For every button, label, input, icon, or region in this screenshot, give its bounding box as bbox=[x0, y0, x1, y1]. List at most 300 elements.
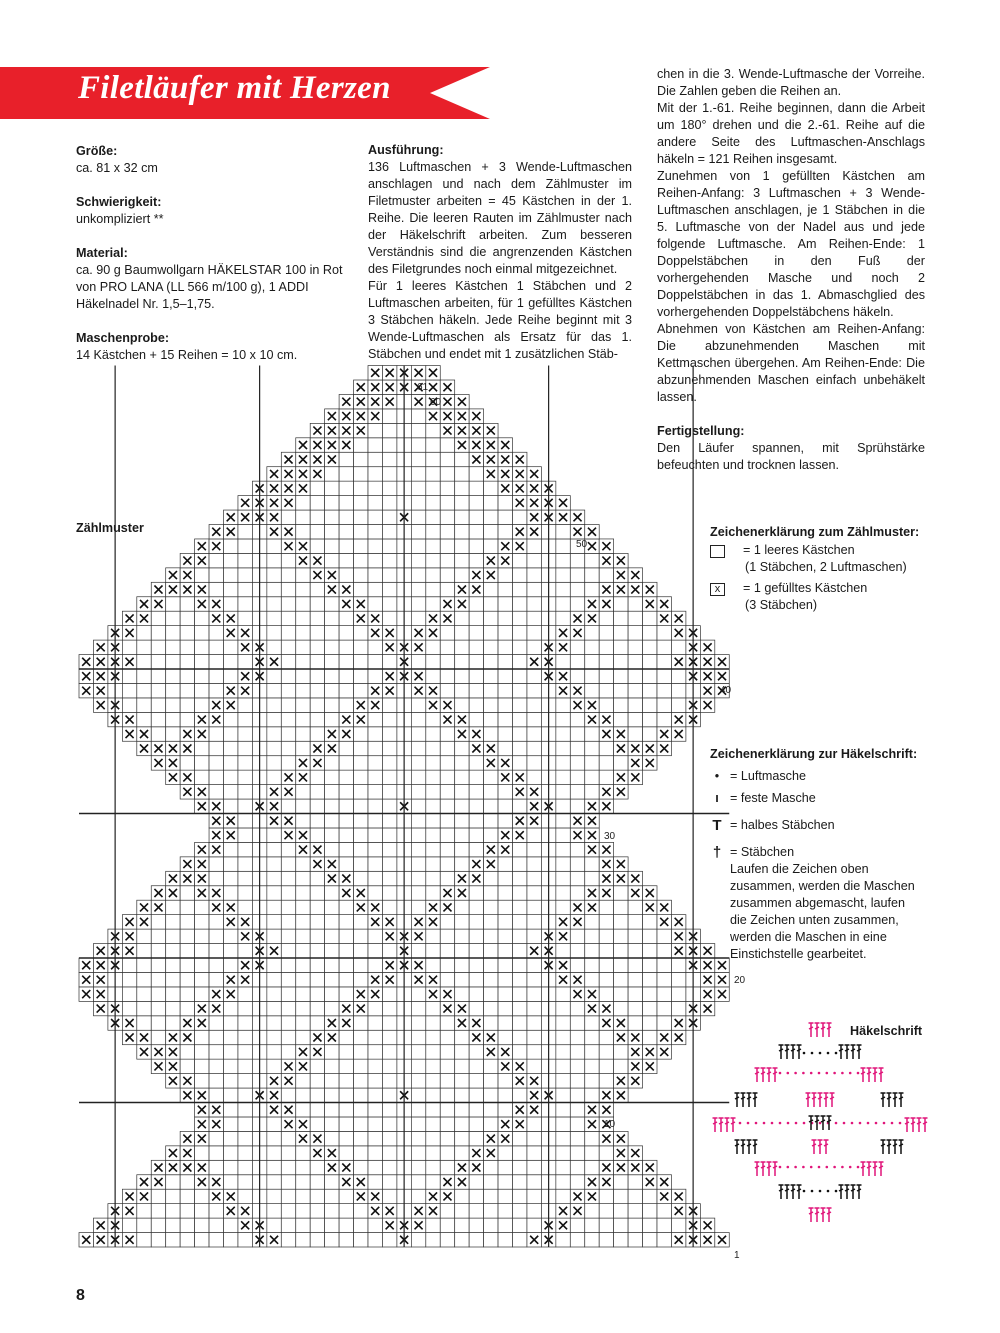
chart-cell bbox=[325, 611, 339, 625]
chart-cell bbox=[585, 626, 599, 640]
chart-cell bbox=[628, 698, 642, 712]
chart-cell bbox=[310, 1204, 324, 1218]
chart-cell bbox=[411, 799, 425, 813]
material-heading: Material: bbox=[76, 246, 128, 260]
chart-cell bbox=[325, 958, 339, 972]
chart-cell bbox=[599, 1189, 613, 1203]
chart-cell bbox=[354, 1117, 368, 1131]
chart-cell bbox=[469, 1117, 483, 1131]
chart-cell bbox=[614, 987, 628, 1001]
chart-cell bbox=[354, 568, 368, 582]
stitch-symbol bbox=[839, 1185, 844, 1199]
chart-cell bbox=[382, 597, 396, 611]
chart-cell bbox=[484, 698, 498, 712]
chart-cell bbox=[513, 1175, 527, 1189]
chart-cell bbox=[455, 1233, 469, 1247]
chart-cell bbox=[296, 626, 310, 640]
stitch-symbol bbox=[851, 1185, 856, 1199]
chart-cell bbox=[643, 1189, 657, 1203]
chart-cell bbox=[570, 655, 584, 669]
chart-cell bbox=[354, 972, 368, 986]
chart-cell bbox=[224, 712, 238, 726]
chart-cell bbox=[426, 481, 440, 495]
chart-cell bbox=[527, 1146, 541, 1160]
chart-cell bbox=[122, 640, 136, 654]
chart-cell bbox=[440, 582, 454, 596]
chart-cell bbox=[238, 1233, 252, 1247]
chart-cell bbox=[484, 1160, 498, 1174]
chart-cell bbox=[325, 972, 339, 986]
chart-cell bbox=[469, 626, 483, 640]
chart-cell bbox=[354, 785, 368, 799]
chart-cell bbox=[570, 958, 584, 972]
row-label-50: 50 bbox=[576, 539, 588, 550]
chart-cell bbox=[310, 525, 324, 539]
chart-cell bbox=[614, 756, 628, 770]
stitch-symbol bbox=[830, 1093, 835, 1107]
chart-cell bbox=[180, 915, 194, 929]
page-number: 8 bbox=[76, 1287, 85, 1304]
chart-cell bbox=[455, 568, 469, 582]
chart-cell bbox=[281, 611, 295, 625]
chart-cell bbox=[599, 958, 613, 972]
chart-cell bbox=[513, 698, 527, 712]
chart-cell bbox=[411, 1117, 425, 1131]
chart-cell bbox=[411, 1030, 425, 1044]
chart-cell bbox=[281, 1088, 295, 1102]
chart-cell bbox=[238, 900, 252, 914]
chart-cell bbox=[310, 1088, 324, 1102]
chart-cell bbox=[628, 900, 642, 914]
chart-cell bbox=[440, 1103, 454, 1117]
chart-cell bbox=[440, 525, 454, 539]
chart-cell bbox=[267, 683, 281, 697]
chart-cell bbox=[411, 857, 425, 871]
chart-cell bbox=[209, 669, 223, 683]
chart-cell bbox=[354, 655, 368, 669]
chart-cell bbox=[671, 972, 685, 986]
chart-cell bbox=[267, 640, 281, 654]
chart-cell bbox=[296, 582, 310, 596]
chart-cell bbox=[411, 1175, 425, 1189]
chart-cell bbox=[643, 915, 657, 929]
chart-cell bbox=[354, 1218, 368, 1232]
chart-cell bbox=[498, 1146, 512, 1160]
chart-cell bbox=[195, 1146, 209, 1160]
chart-cell bbox=[585, 1204, 599, 1218]
chart-cell bbox=[151, 1204, 165, 1218]
chart-cell bbox=[238, 727, 252, 741]
chart-cell bbox=[339, 814, 353, 828]
stitch-symbol bbox=[753, 1140, 758, 1154]
chart-cell bbox=[614, 1204, 628, 1218]
chart-cell bbox=[267, 915, 281, 929]
chart-cell bbox=[325, 1175, 339, 1189]
chart-cell bbox=[614, 900, 628, 914]
single-crochet-icon: ı bbox=[715, 791, 719, 805]
chart-cell bbox=[296, 640, 310, 654]
chart-cell bbox=[382, 886, 396, 900]
stitch-symbol bbox=[735, 1093, 740, 1107]
chart-cell bbox=[484, 871, 498, 885]
chart-cell bbox=[513, 1045, 527, 1059]
chart-cell bbox=[151, 987, 165, 1001]
chart-cell bbox=[382, 1045, 396, 1059]
chart-cell bbox=[224, 640, 238, 654]
chart-cell bbox=[368, 712, 382, 726]
chart-cell bbox=[455, 944, 469, 958]
chart-cell bbox=[556, 799, 570, 813]
chart-cell bbox=[281, 958, 295, 972]
chart-cell bbox=[209, 1016, 223, 1030]
chart-cell bbox=[209, 1146, 223, 1160]
chart-cell bbox=[469, 886, 483, 900]
chart-cell bbox=[657, 958, 671, 972]
chart-cell bbox=[267, 871, 281, 885]
chart-cell bbox=[382, 1059, 396, 1073]
chart-cell bbox=[238, 1059, 252, 1073]
chart-cell bbox=[267, 900, 281, 914]
chart-cell bbox=[455, 770, 469, 784]
chart-cell bbox=[440, 828, 454, 842]
chart-cell bbox=[209, 568, 223, 582]
chart-cell bbox=[368, 640, 382, 654]
chart-cell bbox=[411, 1189, 425, 1203]
chart-cell bbox=[570, 727, 584, 741]
chart-cell bbox=[614, 1045, 628, 1059]
chart-cell bbox=[166, 972, 180, 986]
chart-cell bbox=[498, 929, 512, 943]
chart-cell bbox=[628, 1189, 642, 1203]
chart-cell bbox=[310, 582, 324, 596]
chart-cell bbox=[325, 1088, 339, 1102]
chart-cell bbox=[527, 756, 541, 770]
chart-cell bbox=[599, 669, 613, 683]
chart-cell bbox=[411, 741, 425, 755]
chart-cell bbox=[325, 1233, 339, 1247]
chart-cell bbox=[209, 1204, 223, 1218]
chart-cell bbox=[382, 857, 396, 871]
chart-cell bbox=[469, 1175, 483, 1189]
chart-cell bbox=[325, 1074, 339, 1088]
chart-cell bbox=[339, 958, 353, 972]
chart-cell bbox=[224, 929, 238, 943]
chart-cell bbox=[440, 1045, 454, 1059]
chart-cell bbox=[310, 698, 324, 712]
chart-cell bbox=[455, 452, 469, 466]
chart-cell bbox=[368, 785, 382, 799]
chart-cell bbox=[238, 1016, 252, 1030]
chart-cell bbox=[122, 958, 136, 972]
row-label-1: 1 bbox=[734, 1250, 740, 1261]
chart-cell bbox=[455, 756, 469, 770]
chart-cell bbox=[411, 1074, 425, 1088]
chart-cell bbox=[238, 525, 252, 539]
chart-cell bbox=[599, 1233, 613, 1247]
chart-cell bbox=[498, 799, 512, 813]
chart-cell bbox=[469, 1233, 483, 1247]
chart-cell bbox=[137, 944, 151, 958]
chart-cell bbox=[238, 597, 252, 611]
chart-cell bbox=[354, 467, 368, 481]
chart-cell bbox=[195, 1233, 209, 1247]
chart-cell bbox=[166, 727, 180, 741]
stitch-symbol bbox=[861, 1162, 866, 1176]
chart-cell bbox=[426, 1059, 440, 1073]
chart-cell bbox=[339, 1103, 353, 1117]
chart-cell bbox=[267, 1189, 281, 1203]
chart-cell bbox=[455, 1059, 469, 1073]
chart-cell bbox=[484, 814, 498, 828]
chart-cell bbox=[296, 799, 310, 813]
chart-cell bbox=[411, 510, 425, 524]
chain-dot bbox=[810, 1072, 813, 1075]
chart-cell bbox=[440, 481, 454, 495]
chart-cell bbox=[354, 669, 368, 683]
chart-cell bbox=[238, 814, 252, 828]
chart-cell bbox=[628, 915, 642, 929]
stitch-symbol bbox=[731, 1118, 736, 1132]
chart-cell bbox=[556, 1088, 570, 1102]
chart-cell bbox=[455, 1030, 469, 1044]
chart-cell bbox=[498, 683, 512, 697]
stitch-symbol bbox=[785, 1045, 790, 1059]
chart-cell bbox=[151, 944, 165, 958]
chart-cell bbox=[585, 756, 599, 770]
chart-cell bbox=[310, 828, 324, 842]
chain-dot bbox=[787, 1166, 790, 1169]
chart-cell bbox=[224, 1160, 238, 1174]
chart-cell bbox=[527, 770, 541, 784]
chart-cell bbox=[570, 1088, 584, 1102]
chain-dot bbox=[818, 1166, 821, 1169]
chart-cell bbox=[368, 1001, 382, 1015]
chart-cell bbox=[238, 828, 252, 842]
stitch-symbol bbox=[857, 1185, 862, 1199]
chart-cell bbox=[556, 1059, 570, 1073]
stitch-symbol bbox=[821, 1208, 826, 1222]
chart-cell bbox=[224, 1074, 238, 1088]
stitch-symbol bbox=[861, 1068, 866, 1082]
chart-cell bbox=[325, 886, 339, 900]
chart-cell bbox=[469, 1218, 483, 1232]
chart-cell bbox=[354, 1233, 368, 1247]
stitch-symbol bbox=[815, 1023, 820, 1037]
chart-cell bbox=[180, 1001, 194, 1015]
chart-cell bbox=[469, 597, 483, 611]
chart-cell bbox=[643, 1016, 657, 1030]
chart-cell bbox=[382, 1088, 396, 1102]
chart-cell bbox=[469, 944, 483, 958]
chart-cell bbox=[484, 626, 498, 640]
chart-cell bbox=[354, 1088, 368, 1102]
chart-cell bbox=[180, 1045, 194, 1059]
chart-cell bbox=[368, 1233, 382, 1247]
chart-cell bbox=[382, 1175, 396, 1189]
chart-cell bbox=[643, 640, 657, 654]
chart-cell bbox=[209, 1233, 223, 1247]
chain-dot bbox=[811, 1190, 814, 1193]
chart-cell bbox=[671, 669, 685, 683]
chart-cell bbox=[180, 958, 194, 972]
chart-cell bbox=[151, 1016, 165, 1030]
chart-cell bbox=[267, 727, 281, 741]
chart-cell bbox=[281, 582, 295, 596]
chart-cell bbox=[195, 915, 209, 929]
chart-cell bbox=[166, 683, 180, 697]
chart-cell bbox=[382, 1131, 396, 1145]
chart-cell bbox=[426, 423, 440, 437]
chart-cell bbox=[238, 1001, 252, 1015]
chart-cell bbox=[325, 1131, 339, 1145]
chart-cell bbox=[556, 539, 570, 553]
chart-cell bbox=[426, 568, 440, 582]
chart-cell bbox=[556, 1001, 570, 1015]
chart-cell bbox=[455, 481, 469, 495]
chart-cell bbox=[382, 481, 396, 495]
chart-cell bbox=[354, 553, 368, 567]
chart-cell bbox=[296, 1074, 310, 1088]
chain-dot bbox=[875, 1122, 878, 1125]
chart-cell bbox=[195, 1204, 209, 1218]
chart-cell bbox=[628, 640, 642, 654]
chart-cell bbox=[209, 1218, 223, 1232]
chart-cell bbox=[209, 785, 223, 799]
chart-cell bbox=[296, 886, 310, 900]
chart-cell bbox=[267, 1146, 281, 1160]
chart-cell bbox=[209, 1088, 223, 1102]
chart-cell bbox=[209, 1045, 223, 1059]
chart-cell bbox=[151, 626, 165, 640]
chart-cell bbox=[339, 857, 353, 871]
chart-cell bbox=[281, 698, 295, 712]
chart-cell bbox=[238, 886, 252, 900]
chain-dot bbox=[811, 1052, 814, 1055]
chart-cell bbox=[354, 496, 368, 510]
chart-cell bbox=[426, 1218, 440, 1232]
chart-cell bbox=[354, 799, 368, 813]
chart-cell bbox=[354, 770, 368, 784]
difficulty-heading: Schwierigkeit: bbox=[76, 195, 162, 209]
stitch-symbol bbox=[879, 1068, 884, 1082]
chart-cell bbox=[628, 958, 642, 972]
chart-cell bbox=[527, 539, 541, 553]
chart-cell bbox=[469, 683, 483, 697]
chart-cell bbox=[498, 640, 512, 654]
stitch-symbol bbox=[887, 1093, 892, 1107]
chart-cell bbox=[440, 1016, 454, 1030]
chart-cell bbox=[137, 640, 151, 654]
chart-cell bbox=[325, 525, 339, 539]
chart-cell bbox=[585, 1016, 599, 1030]
chart-cell bbox=[368, 553, 382, 567]
chart-cell bbox=[599, 640, 613, 654]
chart-cell bbox=[498, 1204, 512, 1218]
chart-cell bbox=[455, 900, 469, 914]
chart-cell bbox=[151, 712, 165, 726]
chart-cell bbox=[151, 958, 165, 972]
chart-cell bbox=[599, 683, 613, 697]
chart-cell bbox=[368, 1160, 382, 1174]
chart-cell bbox=[238, 799, 252, 813]
chart-cell bbox=[325, 698, 339, 712]
stitch-symbol bbox=[845, 1185, 850, 1199]
chain-dot bbox=[857, 1166, 860, 1169]
chart-cell bbox=[339, 842, 353, 856]
chart-cell bbox=[267, 1030, 281, 1044]
chart-cell bbox=[440, 467, 454, 481]
chain-dot bbox=[841, 1072, 844, 1075]
chain-dot bbox=[835, 1052, 838, 1055]
chart-cell bbox=[122, 1001, 136, 1015]
chart-cell bbox=[339, 669, 353, 683]
chart-cell bbox=[339, 1146, 353, 1160]
stitch-symbol bbox=[818, 1093, 823, 1107]
chart-cell bbox=[224, 597, 238, 611]
chart-cell bbox=[426, 1016, 440, 1030]
chart-cell bbox=[368, 1059, 382, 1073]
chart-cell bbox=[209, 1131, 223, 1145]
chart-cell bbox=[484, 785, 498, 799]
chart-cell bbox=[368, 467, 382, 481]
chart-cell bbox=[440, 1131, 454, 1145]
chart-cell bbox=[527, 1016, 541, 1030]
chart-cell bbox=[513, 553, 527, 567]
chart-cell bbox=[527, 857, 541, 871]
chart-cell bbox=[657, 655, 671, 669]
chart-cell bbox=[411, 1131, 425, 1145]
chart-cell bbox=[382, 785, 396, 799]
chart-cell bbox=[339, 510, 353, 524]
chart-cell bbox=[628, 626, 642, 640]
chart-cell bbox=[599, 698, 613, 712]
chart-cell bbox=[484, 972, 498, 986]
chart-cell bbox=[238, 756, 252, 770]
chart-cell bbox=[556, 842, 570, 856]
chart-cell bbox=[281, 871, 295, 885]
chart-cell bbox=[527, 871, 541, 885]
chart-cell bbox=[498, 582, 512, 596]
chart-cell bbox=[527, 958, 541, 972]
chart-cell bbox=[628, 712, 642, 726]
chart-cell bbox=[296, 727, 310, 741]
chart-cell bbox=[310, 1059, 324, 1073]
chart-cell bbox=[368, 1103, 382, 1117]
chart-cell bbox=[498, 958, 512, 972]
chain-dot bbox=[787, 1072, 790, 1075]
chain-dot bbox=[763, 1122, 766, 1125]
chart-cell bbox=[339, 626, 353, 640]
chart-cell bbox=[209, 958, 223, 972]
chart-cell bbox=[296, 944, 310, 958]
chart-cell bbox=[310, 958, 324, 972]
chart-cell bbox=[585, 640, 599, 654]
chart-cell bbox=[296, 1204, 310, 1218]
chart-cell bbox=[527, 1045, 541, 1059]
chart-cell bbox=[209, 972, 223, 986]
chart-cell bbox=[137, 1218, 151, 1232]
chart-cell bbox=[382, 828, 396, 842]
chart-cell bbox=[440, 958, 454, 972]
chart-cell bbox=[166, 1016, 180, 1030]
chart-cell bbox=[382, 1146, 396, 1160]
stitch-symbol bbox=[741, 1140, 746, 1154]
stitch-symbol bbox=[779, 1185, 784, 1199]
chart-cell bbox=[411, 539, 425, 553]
chart-cell bbox=[455, 1218, 469, 1232]
chart-cell bbox=[325, 1189, 339, 1203]
crochet-legend-title: Zeichenerklärung zur Häkelschrift: bbox=[710, 747, 918, 761]
